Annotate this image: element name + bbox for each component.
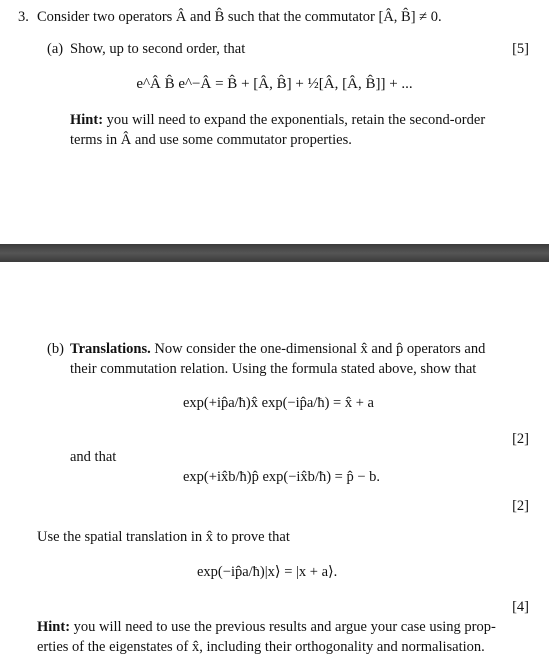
part-b-line1-text: Now consider the one-dimensional x̂ and p̂ operators and [154,341,486,357]
part-a-equation: e^Â B̂ e^−Â = B̂ + [Â, B̂] + ½[Â, [Â, B̂]] + ... [136,76,413,92]
part-b-eq2: exp(+ix̂b/ħ)p̂ exp(−ix̂b/ħ) = p̂ − b. [183,469,381,485]
part-c-hint-text1: you will need to use the previous results and argue your case using prop- [73,619,496,635]
part-a-hint-line1 [70,111,485,131]
part-b-eq1-marks: [2] [512,431,529,447]
part-c-equation: exp(−ip̂a/ħ)|x⟩ = |x + a⟩. [197,564,338,580]
part-c-text: Use the spatial translation in x̂ to prove that [37,529,290,545]
part-b-line2: their commutation relation. Using the formula stated above, show that [70,361,477,377]
question-number: 3. [18,9,29,25]
page-divider [0,244,549,262]
part-b-connector: and that [70,449,117,465]
part-b-line1 [70,340,485,360]
page-bottom [0,262,549,667]
part-a-hint-text1: you will need to expand the exponentials, retain the second-order [106,112,486,128]
part-c-hint-line1 [37,618,496,638]
part-c-hint-line2: erties of the eigenstates of x̂, including their orthogonality and normalisation. [37,639,485,655]
part-a-hint-label: Hint: [70,112,104,128]
page-top [0,0,549,244]
part-a-marks: [5] [512,41,529,57]
part-c-hint-label: Hint: [37,619,71,635]
part-a-text: Show, up to second order, that [70,41,246,57]
question-intro: Consider two operators Â and B̂ such that the commutator [Â, B̂] ≠ 0. [37,9,442,25]
part-a-hint-line2: terms in Â and use some commutator properties. [70,132,352,148]
part-b-eq1: exp(+ip̂a/ħ)x̂ exp(−ip̂a/ħ) = x̂ + a [183,395,374,411]
part-b-label: (b) [47,341,64,357]
part-c-marks: [4] [512,599,529,615]
part-b-eq2-marks: [2] [512,498,529,514]
part-b-title: Translations. [70,341,151,357]
part-a-label: (a) [47,41,64,57]
